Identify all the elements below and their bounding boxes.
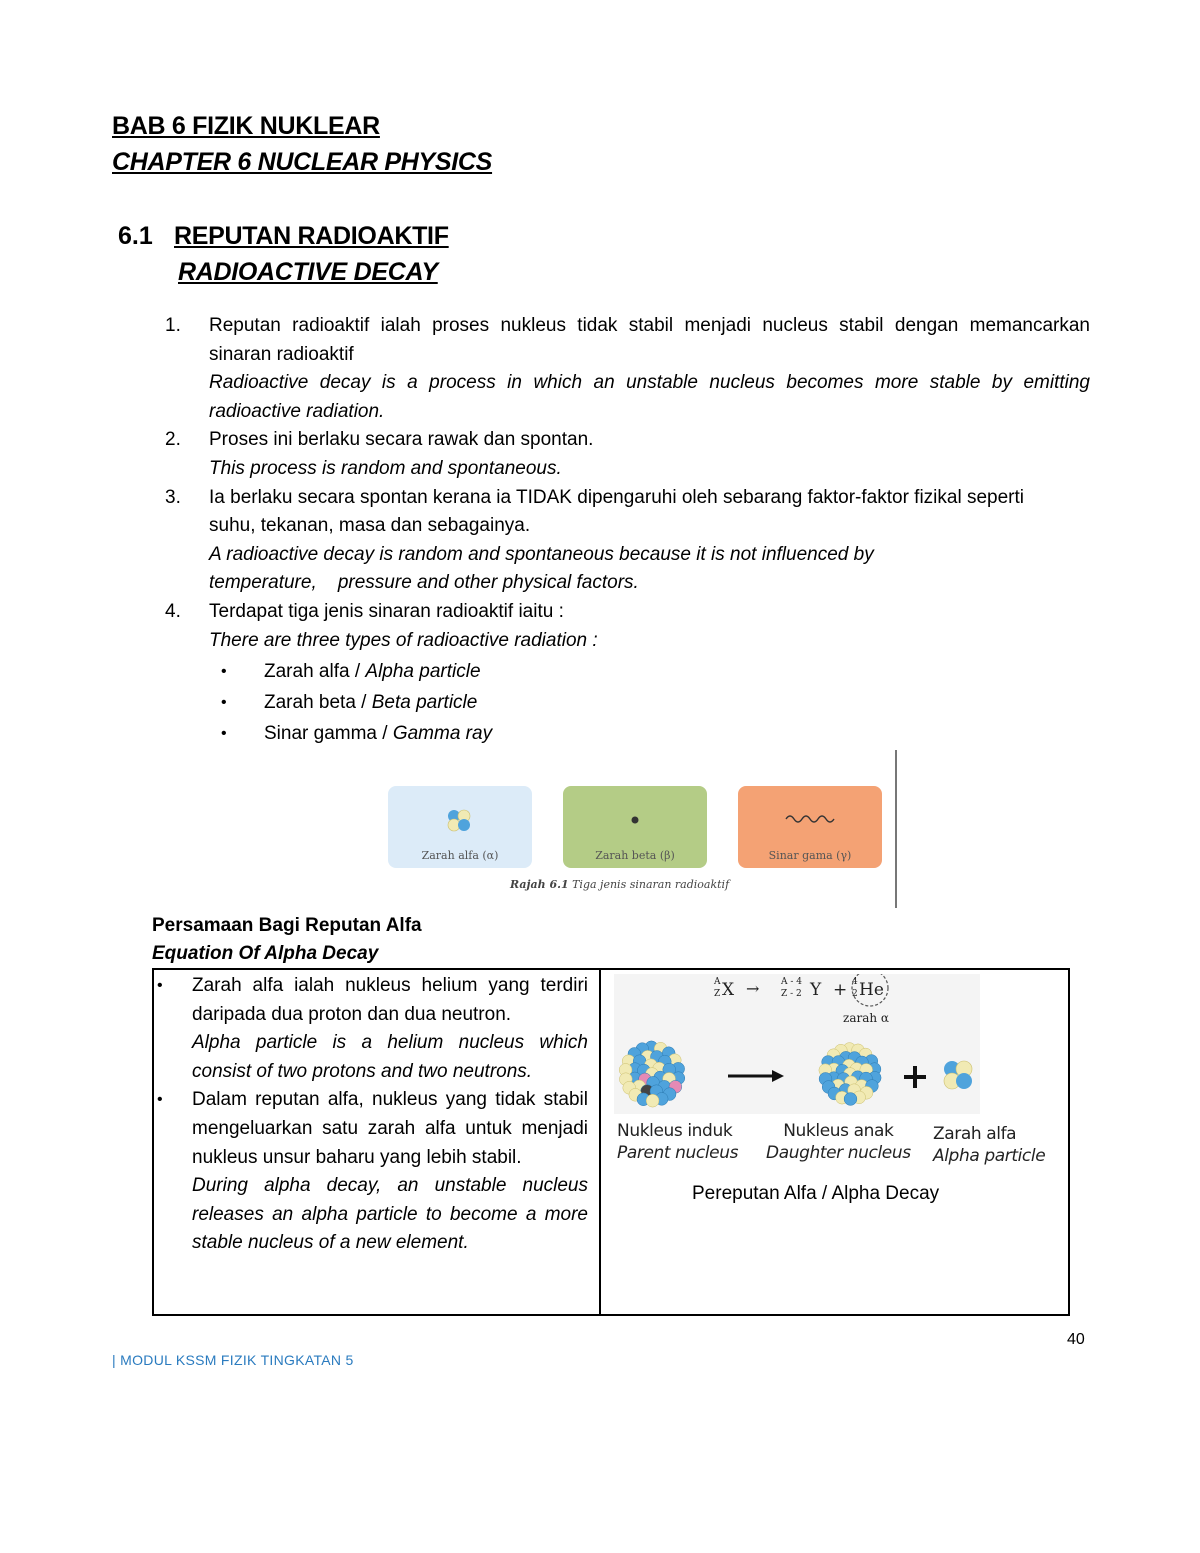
parent-symbol: X xyxy=(722,980,735,1000)
section-number: 6.1 xyxy=(118,222,153,250)
gamma-box xyxy=(738,786,882,868)
alpha-description-cell xyxy=(154,972,588,1258)
alpha-particle-text-label xyxy=(933,1123,1045,1167)
type-en: Gamma ray xyxy=(392,723,493,745)
caption-number: Rajah 6.1 xyxy=(510,878,569,891)
bullet-icon: • xyxy=(157,1091,163,1109)
daughter-atomic-number: Z - 2 xyxy=(781,989,802,999)
bullet-icon: • xyxy=(157,977,163,994)
list-item xyxy=(154,1086,588,1258)
type-en: Alpha particle xyxy=(365,661,481,683)
point-3 xyxy=(165,484,1090,598)
gamma-wave-icon xyxy=(784,812,836,826)
daughter-nucleus-icon xyxy=(819,1043,881,1106)
alpha-desc-en: During alpha decay, an unstable nucleus releases an alpha particle to become a more stable nucleus of a new element. xyxy=(192,1175,588,1254)
list-item xyxy=(209,718,1090,749)
bullet-icon: • xyxy=(221,725,227,743)
radiation-types-figure xyxy=(388,786,882,894)
point-number: 1. xyxy=(165,315,181,336)
he-symbol: He xyxy=(859,980,884,1000)
section-title-en: RADIOACTIVE DECAY xyxy=(178,258,438,286)
daughter-symbol: Y xyxy=(810,980,822,1000)
daughter-mass-number: A - 4 xyxy=(781,977,802,987)
list-item xyxy=(154,972,588,1086)
parent-label-ms: Nukleus induk xyxy=(617,1121,733,1141)
footer-module: | MODUL KSSM FIZIK TINGKATAN 5 xyxy=(112,1352,354,1368)
alpha-box-label: Zarah alfa (α) xyxy=(421,849,499,862)
point-text-en: This process is random and spontaneous. xyxy=(209,457,562,479)
page-number: 40 xyxy=(1067,1331,1085,1348)
point-text-en: Radioactive decay is a process in which an unstable nucleus becomes more stable by emitting radioactive radiation. xyxy=(209,372,1090,422)
parent-mass-number: A xyxy=(714,977,721,987)
alpha-title-en: Equation Of Alpha Decay xyxy=(152,943,379,964)
daughter-nucleus-label xyxy=(766,1120,911,1164)
chapter-title-ms: BAB 6 FIZIK NUKLEAR xyxy=(112,112,380,140)
point-2 xyxy=(165,426,1090,483)
point-text-ms: Proses ini berlaku secara rawak dan spontan. xyxy=(209,429,594,451)
point-text-ms: Ia berlaku secara spontan kerana ia TIDAK dipengaruhi oleh sebarang faktor-faktor fizikal seperti suhu, tekanan, masa dan sebagainya. xyxy=(209,486,1024,537)
list-item xyxy=(209,656,1090,687)
section-title-ms: REPUTAN RADIOAKTIF xyxy=(174,222,449,250)
points-list xyxy=(165,312,1090,749)
point-1 xyxy=(165,312,1090,426)
beta-box xyxy=(563,786,707,868)
figure-caption xyxy=(510,878,729,891)
bullet-icon: • xyxy=(221,694,227,712)
alpha-particle-icon xyxy=(440,806,480,836)
alpha-particle-label: zarah α xyxy=(843,1011,890,1025)
arrow-icon: → xyxy=(746,979,760,998)
daughter-label-en: Daughter nucleus xyxy=(766,1143,911,1163)
alpha-title-ms: Persamaan Bagi Reputan Alfa xyxy=(152,915,422,936)
alpha-label-en: Alpha particle xyxy=(933,1146,1046,1166)
alpha-desc-ms: Dalam reputan alfa, nukleus yang tidak stabil mengeluarkan satu zarah alfa untuk menjadi nukleus unsur baharu yang lebih stabil. xyxy=(192,1089,588,1168)
radiation-types-list xyxy=(209,656,1090,749)
alpha-box xyxy=(388,786,532,868)
type-ms: Zarah beta / xyxy=(264,692,372,714)
alpha-desc-en: Alpha particle is a helium nucleus which consist of two protons and two neutrons. xyxy=(192,1032,588,1082)
type-ms: Zarah alfa / xyxy=(264,661,366,683)
parent-label-en: Parent nucleus xyxy=(617,1143,739,1163)
he-atomic-number: 2 xyxy=(852,989,858,999)
he-mass-number: 4 xyxy=(852,977,858,987)
table-divider xyxy=(599,970,601,1314)
neutron-icon xyxy=(646,1094,659,1107)
alpha-label-ms: Zarah alfa xyxy=(933,1124,1017,1144)
parent-atomic-number: Z xyxy=(714,989,721,999)
chapter-title-en: CHAPTER 6 NUCLEAR PHYSICS xyxy=(112,148,493,176)
plus-sign: + xyxy=(833,980,848,1000)
point-text-en: A radioactive decay is random and spontaneous because it is not influenced by temperature, pressure and other physical factors. xyxy=(209,543,879,594)
type-en: Beta particle xyxy=(371,692,478,714)
alpha-decay-illustration xyxy=(614,974,980,1114)
daughter-label-ms: Nukleus anak xyxy=(783,1121,894,1141)
beta-box-label: Zarah beta (β) xyxy=(595,849,675,862)
list-item xyxy=(209,687,1090,718)
type-ms: Sinar gamma / xyxy=(264,723,393,745)
point-number: 4. xyxy=(165,600,181,622)
alpha-decay-caption: Pereputan Alfa / Alpha Decay xyxy=(692,1183,940,1204)
point-number: 2. xyxy=(165,429,181,451)
bullet-icon: • xyxy=(221,663,227,681)
parent-nucleus-label xyxy=(617,1120,738,1164)
point-text-ms: Terdapat tiga jenis sinaran radioaktif iaitu : xyxy=(209,600,564,622)
alpha-desc-ms: Zarah alfa ialah nukleus helium yang terdiri daripada dua proton dan dua neutron. xyxy=(192,975,588,1025)
proton-icon xyxy=(844,1093,857,1106)
point-text-en: There are three types of radioactive radiation : xyxy=(209,629,598,651)
caption-text: Tiga jenis sinaran radioaktif xyxy=(568,878,730,891)
point-text-ms: Reputan radioaktif ialah proses nukleus tidak stabil menjadi nucleus stabil dengan memancarkan sinaran radioaktif xyxy=(209,315,1090,365)
beta-particle-icon xyxy=(627,812,643,828)
divider-line xyxy=(895,750,897,908)
gamma-box-label: Sinar gama (γ) xyxy=(768,849,852,862)
point-4 xyxy=(165,598,1090,749)
point-number: 3. xyxy=(165,486,181,508)
